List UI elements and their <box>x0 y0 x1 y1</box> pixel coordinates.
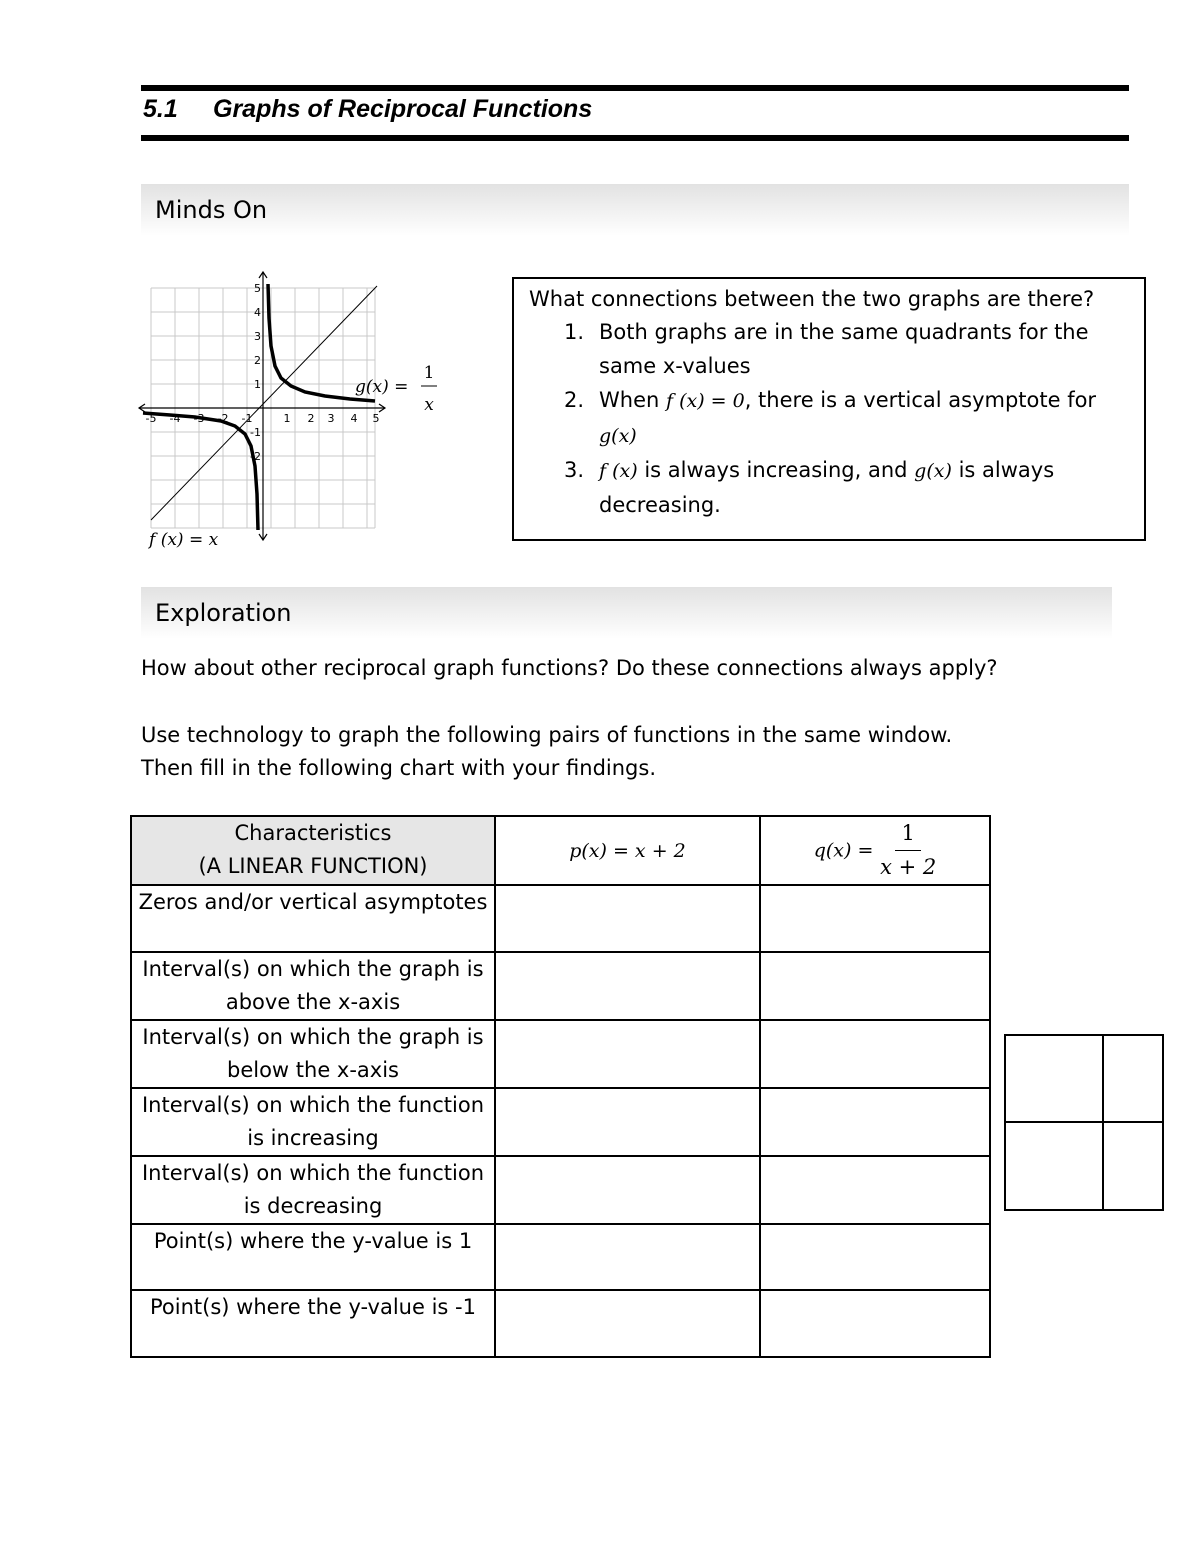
reciprocal-graph <box>135 268 445 558</box>
x-tick: -4 <box>169 412 181 425</box>
x-tick: -5 <box>145 412 157 425</box>
y-tick: -1 <box>250 426 261 439</box>
section-number: 5.1 <box>143 95 178 123</box>
cell-p-answer[interactable] <box>495 1290 760 1357</box>
header-characteristics-line2: (A LINEAR FUNCTION) <box>198 854 428 878</box>
x-tick: -1 <box>241 412 253 425</box>
math-f-equals-zero: f (x) = 0 <box>666 390 745 412</box>
header-characteristics <box>131 816 495 885</box>
list-item <box>564 453 1134 522</box>
cell-p-answer[interactable] <box>495 1224 760 1291</box>
row-label: Interval(s) on which the function is decreasing <box>131 1156 495 1224</box>
q-of-x-fraction <box>880 817 936 884</box>
top-rule <box>141 85 1129 91</box>
math-g-of-x: g(x) <box>599 425 637 447</box>
list-item <box>564 315 1134 383</box>
y-tick: 3 <box>254 330 261 343</box>
f-label: f (x) = x <box>149 530 219 550</box>
p-of-x-formula: p(x) = x + 2 <box>569 839 686 862</box>
connections-box <box>512 277 1146 541</box>
list-item <box>564 383 1134 453</box>
cell-q-answer[interactable] <box>760 885 990 952</box>
item-number: 2. <box>564 388 585 412</box>
item-number: 1. <box>564 320 585 344</box>
header-q-of-x <box>760 816 990 885</box>
connections-list <box>564 315 1134 522</box>
row-label: Zeros and/or vertical asymptotes <box>131 885 495 952</box>
table-row <box>131 1290 990 1357</box>
exploration-instruction-1: Use technology to graph the following pairs of functions in the same window. <box>141 723 953 747</box>
g-label-numerator: 1 <box>423 363 435 383</box>
findings-table <box>130 815 991 1358</box>
table-row <box>131 1156 990 1224</box>
y-tick: 4 <box>254 306 261 319</box>
table-header-row <box>131 816 990 885</box>
x-tick: -2 <box>217 412 229 425</box>
cell-p-answer[interactable] <box>495 1156 760 1224</box>
side-grid-horizontal-line <box>1006 1121 1162 1123</box>
section-title: Graphs of Reciprocal Functions <box>213 95 593 123</box>
minds-on-band <box>141 184 1129 236</box>
cell-q-answer[interactable] <box>760 1156 990 1224</box>
math-g-of-x: g(x) <box>914 460 952 482</box>
exploration-instruction-2: Then fill in the following chart with your findings. <box>141 756 657 780</box>
row-label: Interval(s) on which the function is increasing <box>131 1088 495 1156</box>
minds-on-heading: Minds On <box>155 196 268 224</box>
row-label: Interval(s) on which the graph is above the x-axis <box>131 952 495 1020</box>
x-tick: 3 <box>327 412 335 425</box>
cell-q-answer[interactable] <box>760 1088 990 1156</box>
y-tick: 1 <box>254 378 261 391</box>
cell-q-answer[interactable] <box>760 1224 990 1291</box>
connections-question: What connections between the two graphs are there? <box>529 287 1095 311</box>
item-text: Both graphs are in the same quadrants for the same x-values <box>599 320 1089 378</box>
header-characteristics-line1: Characteristics <box>234 821 392 845</box>
q-of-x-prefix: q(x) = <box>813 839 874 862</box>
x-tick: -3 <box>193 412 205 425</box>
cell-q-answer[interactable] <box>760 952 990 1020</box>
cell-p-answer[interactable] <box>495 1088 760 1156</box>
g-label-denominator: x <box>424 395 434 415</box>
x-tick: 5 <box>372 412 380 425</box>
g-label-lhs: g(x) = <box>355 377 409 397</box>
page-title <box>143 95 592 124</box>
cell-p-answer[interactable] <box>495 952 760 1020</box>
title-underline <box>141 135 1129 141</box>
side-grid-box <box>1004 1034 1164 1211</box>
table-row <box>131 1224 990 1291</box>
table-row <box>131 952 990 1020</box>
x-tick: 4 <box>350 412 358 425</box>
y-tick: 2 <box>254 354 261 367</box>
cell-q-answer[interactable] <box>760 1290 990 1357</box>
y-tick: -2 <box>250 450 261 463</box>
q-of-x-numerator: 1 <box>895 817 920 851</box>
exploration-band <box>141 587 1112 639</box>
exploration-prompt: How about other reciprocal graph functions? Do these connections always apply? <box>141 656 998 680</box>
cell-p-answer[interactable] <box>495 1020 760 1088</box>
row-label: Point(s) where the y-value is -1 <box>131 1290 495 1357</box>
item-text-post: is always decreasing. <box>599 458 1055 517</box>
item-text-pre: When <box>599 388 660 412</box>
x-tick: 2 <box>307 412 315 425</box>
table-row <box>131 1020 990 1088</box>
table-row <box>131 1088 990 1156</box>
y-tick: 5 <box>254 282 261 295</box>
cell-q-answer[interactable] <box>760 1020 990 1088</box>
math-f-of-x: f (x) <box>599 460 638 482</box>
item-number: 3. <box>564 458 585 482</box>
curve-g-branch-negative <box>143 413 258 530</box>
q-of-x-denominator: x + 2 <box>880 855 937 879</box>
cell-p-answer[interactable] <box>495 885 760 952</box>
header-p-of-x <box>495 816 760 885</box>
exploration-heading: Exploration <box>155 599 292 627</box>
row-label: Interval(s) on which the graph is below the x-axis <box>131 1020 495 1088</box>
table-row <box>131 885 990 952</box>
item-text-post: , there is a vertical asymptote for <box>744 388 1097 412</box>
x-tick: 1 <box>283 412 291 425</box>
row-label: Point(s) where the y-value is 1 <box>131 1224 495 1291</box>
item-text-mid: is always increasing, and <box>644 458 908 482</box>
y-tick-labels <box>250 282 261 463</box>
